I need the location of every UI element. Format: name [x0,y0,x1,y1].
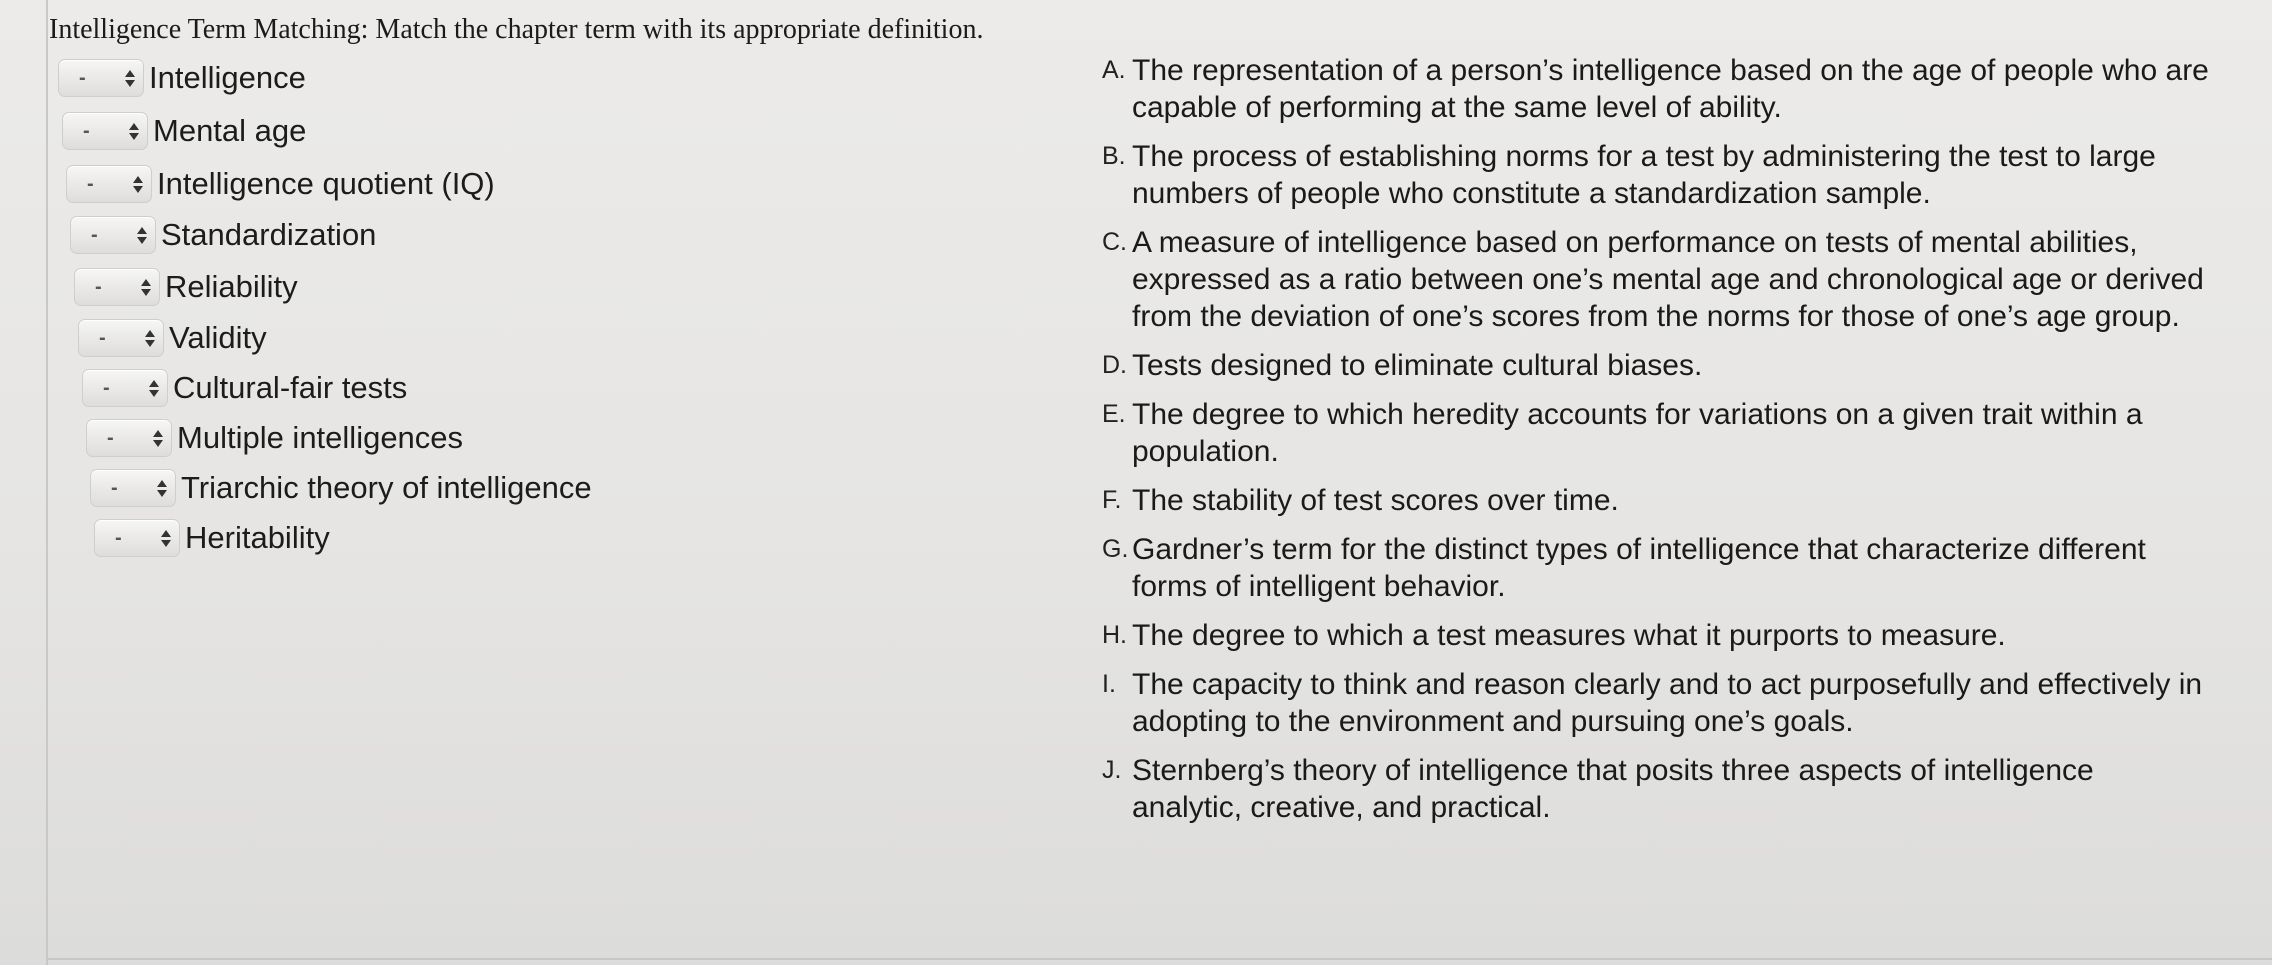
term-select-cultural-fair-tests[interactable] [82,369,168,407]
definition-item [1096,531,2216,605]
definition-text: The degree to which a test measures what it purports to measure. [1132,619,2006,652]
term-row-multiple-intelligences [86,418,463,458]
select-value: - [99,326,106,349]
term-label: Triarchic theory of intelligence [181,470,592,505]
term-select-mental-age[interactable] [62,112,148,150]
up-down-chevron-icon [137,227,147,244]
term-label: Reliability [165,269,298,304]
term-select-reliability[interactable] [74,268,160,306]
up-down-chevron-icon [133,176,143,193]
definition-text: Gardner’s term for the distinct types of intelligence that characterize different forms of intelligent behavior. [1132,533,2146,603]
select-value: - [91,223,98,246]
term-row-standardization [70,215,376,255]
select-value: - [115,526,122,549]
term-label: Validity [169,320,267,355]
definition-letter: A. [1102,56,1126,84]
definition-item [1096,347,2216,384]
term-label: Heritability [185,520,330,555]
definition-item [1096,52,2216,126]
term-label: Multiple intelligences [177,420,464,455]
term-label: Standardization [161,217,377,252]
term-row-heritability [94,518,330,558]
select-value: - [111,476,118,499]
definition-text: The degree to which heredity accounts for variations on a given trait within a population. [1132,398,2143,468]
definition-letter: C. [1102,228,1127,256]
select-value: - [107,426,114,449]
definition-item [1096,482,2216,519]
term-select-standardization[interactable] [70,216,156,254]
term-select-heritability[interactable] [94,519,180,557]
term-select-multiple-intelligences[interactable] [86,419,172,457]
up-down-chevron-icon [161,530,171,547]
up-down-chevron-icon [157,480,167,497]
term-row-cultural-fair-tests [82,368,407,408]
term-row-triarchic-theory [90,468,592,508]
term-row-mental-age [62,111,306,151]
definition-letter: G. [1102,535,1129,563]
up-down-chevron-icon [125,70,135,87]
definition-text: Tests designed to eliminate cultural biases. [1132,349,1703,382]
definitions-list [1096,52,2216,826]
term-select-intelligence[interactable] [58,59,144,97]
term-row-reliability [74,267,298,307]
definition-item [1096,224,2216,335]
up-down-chevron-icon [153,430,163,447]
bottom-border [46,958,2272,960]
definition-letter: F. [1102,486,1122,514]
select-value: - [79,66,86,89]
question-title: Intelligence Term Matching: Match the chapter term with its appropriate definition. [49,14,984,45]
definition-item [1096,617,2216,654]
select-value: - [95,275,102,298]
definition-text: Sternberg’s theory of intelligence that posits three aspects of intelligence analytic, creative, and practical. [1132,754,2094,824]
definition-text: The stability of test scores over time. [1132,484,1619,517]
left-border [46,0,48,965]
definition-letter: I. [1102,670,1116,698]
definition-item [1096,666,2216,740]
select-value: - [103,376,110,399]
term-row-iq [66,164,495,204]
definition-text: The process of establishing norms for a test by administering the test to large numbers of people who constitute a standardization sample. [1132,140,2156,210]
definition-item [1096,138,2216,212]
definition-text: The representation of a person’s intelligence based on the age of people who are capable of performing at the same level of ability. [1132,54,2209,124]
definition-text: A measure of intelligence based on performance on tests of mental abilities, expressed as a ratio between one’s mental age and chronological age or derived from the deviation of one’s scores from the norms for those of one’s age group. [1132,226,2204,333]
term-label: Cultural-fair tests [173,370,408,405]
term-row-intelligence [58,58,306,98]
term-select-triarchic-theory[interactable] [90,469,176,507]
definition-item [1096,396,2216,470]
definition-letter: B. [1102,142,1126,170]
up-down-chevron-icon [141,279,151,296]
definition-item [1096,752,2216,826]
definition-letter: D. [1102,351,1127,379]
select-value: - [83,119,90,142]
definition-letter: H. [1102,621,1127,649]
term-select-validity[interactable] [78,319,164,357]
up-down-chevron-icon [149,380,159,397]
term-label: Mental age [153,113,307,148]
term-label: Intelligence [149,60,306,95]
definition-letter: J. [1102,756,1122,784]
term-select-iq[interactable] [66,165,152,203]
up-down-chevron-icon [129,123,139,140]
definition-text: The capacity to think and reason clearly and to act purposefully and effectively in adopting to the environment and pursuing one’s goals. [1132,668,2203,738]
definition-letter: E. [1102,400,1126,428]
select-value: - [87,172,94,195]
up-down-chevron-icon [145,330,155,347]
term-label: Intelligence quotient (IQ) [157,166,495,201]
term-row-validity [78,318,267,358]
